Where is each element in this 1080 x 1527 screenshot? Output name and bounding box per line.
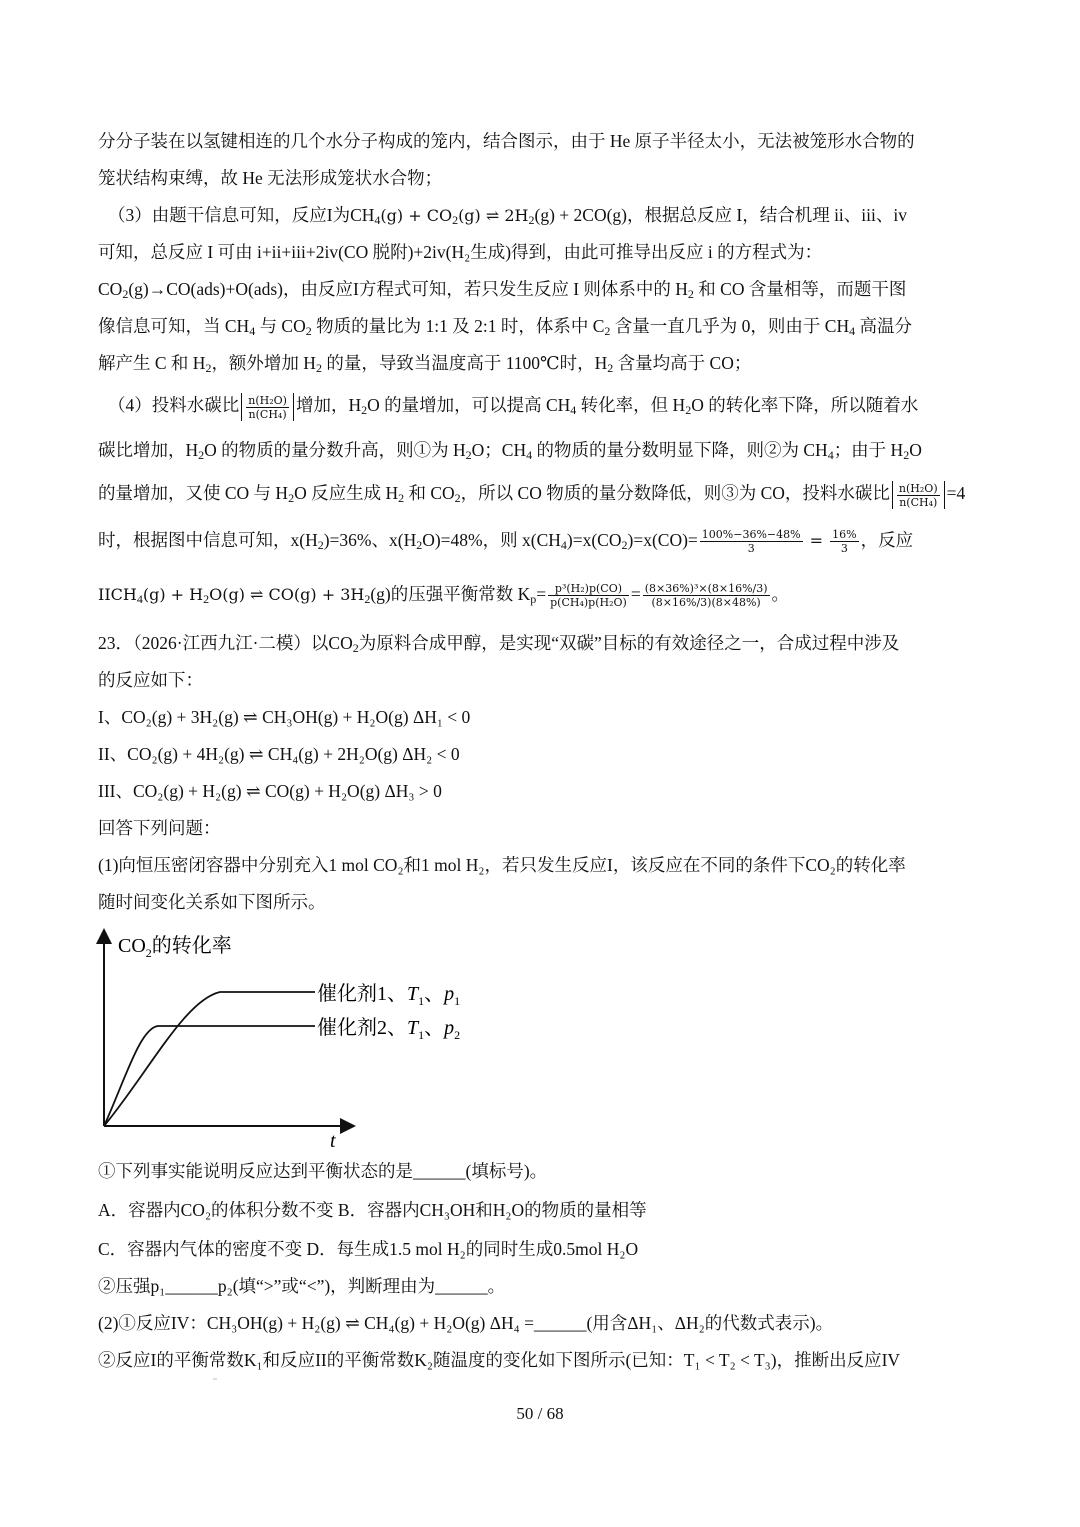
text-line: 分分子装在以氢键相连的几个水分子构成的笼内，结合图示，由于 He 原子半径太小，无法被笼形水合物的 [98, 131, 915, 151]
text-line: 的反应如下： [98, 670, 203, 690]
conversion-graph [90, 920, 490, 1155]
curve-1-label: 催化剂1、$T_1$、$p_1$ [317, 983, 461, 1008]
page-number: 50 / 68 [516, 1404, 564, 1423]
sub-question-1: ①下列事实能说明反应达到平衡状态的是______(填标号)。 [98, 1161, 548, 1181]
reaction-3: III、CO₂(g) + H₂(g) ⇌ CO(g) + H₂O(g) ΔH₃ > 0 [98, 781, 442, 801]
ratio-bracket: $\frac{\text{n(H₂O)}}{\text{n(CH₄)}}$ [892, 481, 945, 508]
curve-catalyst-1 [104, 992, 315, 1126]
curve-2-label: 催化剂2、$T_1$、$p_2$ [317, 1017, 461, 1042]
x-axis-label: t [330, 1130, 336, 1152]
reaction-1: I、CO₂(g) + 3H₂(g) ⇌ CH₃OH(g) + H₂O(g) ΔH₁ < 0 [98, 707, 471, 727]
text-line: 可知，总反应 I 可由 i+ii+iii+2iv(CO 脱附)+2iv(H₂生成)得到，由此可推导出反应 i 的方程式为： [98, 242, 823, 262]
question-23-title: 23．（2026·江西九江·二模）以$CO_2$为原料合成甲醇，是实现“双碳”目标的有效途径之一，合成过程中涉及 [98, 633, 900, 655]
part-2b-text: ②反应I的平衡常数K₁和反应II的平衡常数K₂随温度的变化如下图所示(已知：T₁ < T₂ < T₃)，推断出反应IV [98, 1350, 901, 1370]
y-axis-label: $CO_2$的转化率 [118, 935, 232, 960]
text-line: 碳比增加，$H_2O$ 的物质的量分数升高，则①为 $H_2O$；$CH_4$ 的物质的量分数明显下降，则②为 $CH_4$；由于 $H_2O$ [98, 440, 922, 462]
ratio-bracket: $\frac{\text{n(H₂O)}}{\text{n(CH₄)}}$ [241, 393, 294, 420]
part-2-text: (2)①反应IV：CH₃OH(g) + H₂(g) ⇌ CH₄(g) + H₂O(g) ΔH₄ =______(用含ΔH₁、ΔH₂的代数式表示)。 [98, 1313, 834, 1333]
text-line: 的量增加，又使 CO 与 $H_2O$ 反应生成 $H_2$ 和 $CO_2$，所以 CO 物质的量分数降低，则③为 CO，投料水碳比 $\frac{\text{n(H₂O)}}{\text{n(CH₄)}}$ =4 [98, 481, 966, 509]
text-line: 像信息可知，当 $CH_4$ 与 $CO_2$ 物质的量比为 1:1 及 2:1 时，体系中 $C_2$ 含量一直几乎为 0，则由于 $CH_4$ 高温分 [98, 316, 912, 338]
text-line: $IICH_4(g) + H_2O(g)$ ⇌ $CO(g) + 3H_2(g)$的压强平衡常数 $K_p=$ $\frac{\text{p³(H₂)p(CO)}}{\text{p(CH₄)p(H₂O)}}$ = $\frac{\text{(8×36\%)³×(8×16\%/3)}}{(8\times 16\%/3)(8\times 48\%)}$ 。 [98, 582, 790, 610]
text-line: 笼状结构束缚，故 He 无法形成笼状水合物； [98, 168, 443, 188]
part-1-text: (1)向恒压密闭容器中分别充入1 mol CO₂和1 mol H₂，若只发生反应I，该反应在不同的条件下CO₂的转化率 [98, 855, 906, 875]
text-line: 随时间变化关系如下图所示。 [98, 892, 326, 912]
text-line: 解产生 C 和 $H_2$，额外增加 $H_2$ 的量，导致当温度高于 1100℃时，$H_2$ 含量均高于 CO； [98, 353, 752, 375]
curve-catalyst-2 [104, 1026, 315, 1126]
options-cd: C．容器内气体的密度不变 D．每生成1.5 mol H₂的同时生成0.5mol H₂O [98, 1239, 639, 1259]
text-line: $CO_2(g)\to CO(ads)+O(ads)$，由反应I方程式可知，若只发生反应 I 则体系中的 $H_2$ 和 CO 含量相等，而题干图 [98, 279, 907, 301]
text-line: （3）由题干信息可知，反应I为$CH_4(g) + CO_2(g)$ ⇌ $2H_2(g) + 2CO(g)$，根据总反应 I，结合机理 ii、iii、iv [108, 205, 907, 227]
scan-mark [213, 1378, 217, 1380]
text-line: 回答下列问题： [98, 818, 221, 838]
text-line: 时，根据图中信息可知，$x(H_2)=36\%$、$x(H_2O)=48\%$，则 $x(CH_4)=x(CO_2)=x(CO)=$ $\frac{100\%-36\%-48\%}{3}$ = $\frac{16\%}{3}$ ，反应 [98, 528, 914, 556]
text-line: （4）投料水碳比 $\frac{\text{n(H₂O)}}{\text{n(CH₄)}}$ 增加，$H_2O$ 的量增加，可以提高 $CH_4$ 转化率，但 $H_2O$ 的转化率下降，所以随着水 [108, 393, 919, 421]
reaction-2: II、CO₂(g) + 4H₂(g) ⇌ CH₄(g) + 2H₂O(g) ΔH₂ < 0 [98, 744, 460, 764]
options-ab: A．容器内CO₂的体积分数不变 B．容器内CH₃OH和H₂O的物质的量相等 [98, 1200, 647, 1220]
sub-question-2: ②压强p₁______p₂(填“>”或“<”)，判断理由为______。 [98, 1276, 506, 1296]
